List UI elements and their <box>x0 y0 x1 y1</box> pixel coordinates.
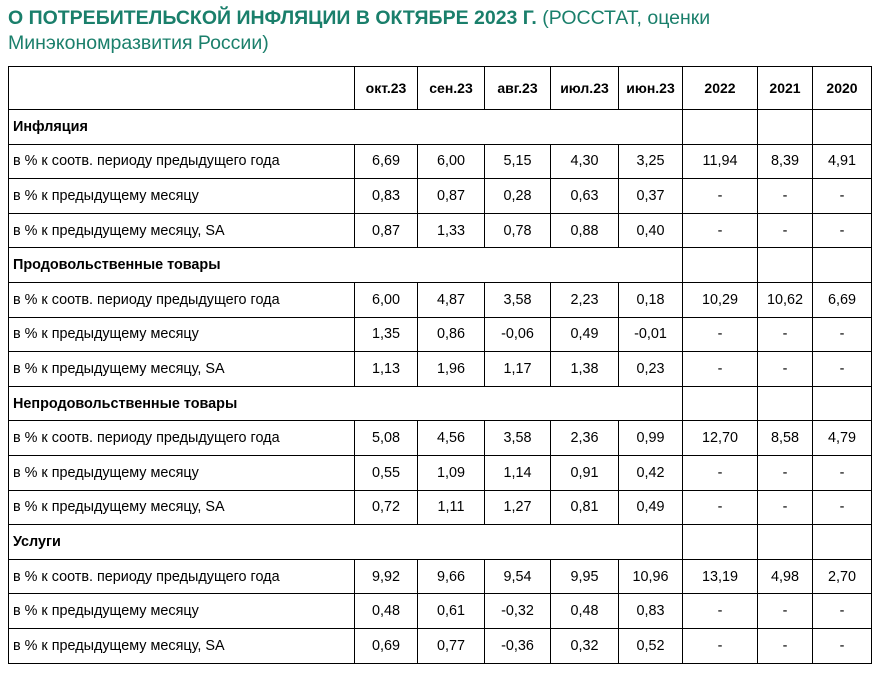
value-cell: 0,23 <box>619 352 683 387</box>
column-header: июл.23 <box>551 67 619 110</box>
empty-cell <box>485 386 551 421</box>
value-cell: - <box>813 317 872 352</box>
value-cell: 12,70 <box>683 421 758 456</box>
value-cell: 3,58 <box>485 282 551 317</box>
value-cell: -0,06 <box>485 317 551 352</box>
empty-cell <box>683 110 758 145</box>
value-cell: 4,30 <box>551 144 619 179</box>
value-cell: 0,87 <box>418 179 485 214</box>
value-cell: 1,13 <box>355 352 418 387</box>
row-label: в % к предыдущему месяцу, SA <box>9 352 355 387</box>
empty-cell <box>355 248 418 283</box>
section-title: Инфляция <box>9 110 355 145</box>
column-header: сен.23 <box>418 67 485 110</box>
column-header: авг.23 <box>485 67 551 110</box>
value-cell: 1,35 <box>355 317 418 352</box>
row-label: в % к предыдущему месяцу <box>9 594 355 629</box>
value-cell: 4,87 <box>418 282 485 317</box>
value-cell: 0,81 <box>551 490 619 525</box>
section-row <box>9 525 872 560</box>
value-cell: 1,17 <box>485 352 551 387</box>
table-row <box>9 594 872 629</box>
row-label: в % к соотв. периоду предыдущего года <box>9 421 355 456</box>
column-header: 2022 <box>683 67 758 110</box>
value-cell: 1,11 <box>418 490 485 525</box>
value-cell: - <box>683 628 758 663</box>
header-row <box>9 67 872 110</box>
value-cell: 0,78 <box>485 213 551 248</box>
value-cell: - <box>683 179 758 214</box>
value-cell: 11,94 <box>683 144 758 179</box>
empty-cell <box>758 110 813 145</box>
value-cell: - <box>758 594 813 629</box>
column-header: июн.23 <box>619 67 683 110</box>
value-cell: -0,36 <box>485 628 551 663</box>
empty-cell <box>813 110 872 145</box>
value-cell: 2,23 <box>551 282 619 317</box>
empty-cell <box>758 386 813 421</box>
value-cell: - <box>758 455 813 490</box>
section-row <box>9 386 872 421</box>
value-cell: 8,58 <box>758 421 813 456</box>
title-source: (РОССТАТ, оценки Минэкономразвития России) <box>8 7 711 54</box>
empty-cell <box>758 525 813 560</box>
row-label: в % к соотв. периоду предыдущего года <box>9 282 355 317</box>
value-cell: 10,62 <box>758 282 813 317</box>
value-cell: 0,77 <box>418 628 485 663</box>
value-cell: 1,38 <box>551 352 619 387</box>
value-cell: 0,87 <box>355 213 418 248</box>
value-cell: 4,98 <box>758 559 813 594</box>
row-label: в % к предыдущему месяцу <box>9 317 355 352</box>
empty-cell <box>418 386 485 421</box>
row-label: в % к соотв. периоду предыдущего года <box>9 559 355 594</box>
empty-cell <box>418 248 485 283</box>
value-cell: 4,56 <box>418 421 485 456</box>
value-cell: -0,32 <box>485 594 551 629</box>
section-row <box>9 110 872 145</box>
value-cell: - <box>758 179 813 214</box>
empty-cell <box>758 248 813 283</box>
value-cell: 1,96 <box>418 352 485 387</box>
value-cell: 6,69 <box>813 282 872 317</box>
value-cell: 0,83 <box>619 594 683 629</box>
value-cell: 0,69 <box>355 628 418 663</box>
page-title <box>8 6 878 56</box>
value-cell: 0,52 <box>619 628 683 663</box>
value-cell: 9,95 <box>551 559 619 594</box>
value-cell: 8,39 <box>758 144 813 179</box>
row-label: в % к предыдущему месяцу, SA <box>9 213 355 248</box>
section-row <box>9 248 872 283</box>
empty-cell <box>619 525 683 560</box>
value-cell: 9,92 <box>355 559 418 594</box>
value-cell: 6,00 <box>418 144 485 179</box>
value-cell: 1,14 <box>485 455 551 490</box>
empty-cell <box>683 386 758 421</box>
empty-cell <box>485 248 551 283</box>
value-cell: - <box>813 179 872 214</box>
empty-cell <box>551 248 619 283</box>
table-row <box>9 490 872 525</box>
value-cell: 5,08 <box>355 421 418 456</box>
value-cell: 13,19 <box>683 559 758 594</box>
value-cell: 0,28 <box>485 179 551 214</box>
column-header: 2021 <box>758 67 813 110</box>
table-row <box>9 179 872 214</box>
value-cell: 0,49 <box>619 490 683 525</box>
value-cell: 0,91 <box>551 455 619 490</box>
value-cell: -0,01 <box>619 317 683 352</box>
table-row <box>9 628 872 663</box>
empty-cell <box>355 110 418 145</box>
value-cell: - <box>813 352 872 387</box>
value-cell: 1,09 <box>418 455 485 490</box>
value-cell: 6,69 <box>355 144 418 179</box>
table-row <box>9 213 872 248</box>
value-cell: 3,25 <box>619 144 683 179</box>
value-cell: 0,49 <box>551 317 619 352</box>
value-cell: 10,96 <box>619 559 683 594</box>
value-cell: 0,18 <box>619 282 683 317</box>
column-header: окт.23 <box>355 67 418 110</box>
empty-cell <box>683 248 758 283</box>
empty-cell <box>355 386 418 421</box>
value-cell: 0,99 <box>619 421 683 456</box>
value-cell: 0,61 <box>418 594 485 629</box>
section-title: Продовольственные товары <box>9 248 355 283</box>
title-main: О ПОТРЕБИТЕЛЬСКОЙ ИНФЛЯЦИИ В ОКТЯБРЕ 2023 Г. <box>8 7 537 29</box>
empty-cell <box>485 110 551 145</box>
row-label: в % к предыдущему месяцу, SA <box>9 628 355 663</box>
value-cell: - <box>813 490 872 525</box>
value-cell: 9,66 <box>418 559 485 594</box>
value-cell: 2,36 <box>551 421 619 456</box>
column-header: 2020 <box>813 67 872 110</box>
value-cell: - <box>683 594 758 629</box>
empty-cell <box>355 525 418 560</box>
empty-cell <box>813 525 872 560</box>
value-cell: 4,91 <box>813 144 872 179</box>
value-cell: - <box>683 455 758 490</box>
value-cell: 0,86 <box>418 317 485 352</box>
value-cell: - <box>758 490 813 525</box>
value-cell: 6,00 <box>355 282 418 317</box>
table-row <box>9 559 872 594</box>
empty-cell <box>683 525 758 560</box>
value-cell: 0,55 <box>355 455 418 490</box>
table-row <box>9 282 872 317</box>
value-cell: 0,83 <box>355 179 418 214</box>
value-cell: 0,40 <box>619 213 683 248</box>
table-row <box>9 455 872 490</box>
value-cell: 0,63 <box>551 179 619 214</box>
value-cell: - <box>758 352 813 387</box>
empty-cell <box>619 248 683 283</box>
row-label: в % к соотв. периоду предыдущего года <box>9 144 355 179</box>
value-cell: - <box>813 594 872 629</box>
value-cell: 0,42 <box>619 455 683 490</box>
value-cell: 0,32 <box>551 628 619 663</box>
value-cell: 1,27 <box>485 490 551 525</box>
value-cell: - <box>758 213 813 248</box>
value-cell: 0,48 <box>355 594 418 629</box>
value-cell: - <box>683 317 758 352</box>
empty-cell <box>813 248 872 283</box>
table-row <box>9 421 872 456</box>
section-title: Услуги <box>9 525 355 560</box>
empty-cell <box>813 386 872 421</box>
value-cell: 3,58 <box>485 421 551 456</box>
table-row <box>9 317 872 352</box>
section-title: Непродовольственные товары <box>9 386 355 421</box>
empty-cell <box>551 386 619 421</box>
value-cell: - <box>683 352 758 387</box>
empty-cell <box>619 386 683 421</box>
value-cell: 0,37 <box>619 179 683 214</box>
value-cell: 0,88 <box>551 213 619 248</box>
empty-cell <box>551 110 619 145</box>
row-label: в % к предыдущему месяцу <box>9 179 355 214</box>
value-cell: - <box>813 213 872 248</box>
value-cell: - <box>758 317 813 352</box>
value-cell: - <box>683 213 758 248</box>
value-cell: 1,33 <box>418 213 485 248</box>
value-cell: - <box>758 628 813 663</box>
row-label: в % к предыдущему месяцу <box>9 455 355 490</box>
empty-cell <box>485 525 551 560</box>
empty-cell <box>619 110 683 145</box>
value-cell: 0,72 <box>355 490 418 525</box>
value-cell: 5,15 <box>485 144 551 179</box>
empty-cell <box>418 525 485 560</box>
value-cell: 0,48 <box>551 594 619 629</box>
value-cell: 4,79 <box>813 421 872 456</box>
inflation-table <box>8 66 872 664</box>
empty-cell <box>551 525 619 560</box>
row-label: в % к предыдущему месяцу, SA <box>9 490 355 525</box>
empty-cell <box>418 110 485 145</box>
header-corner <box>9 67 355 110</box>
value-cell: - <box>683 490 758 525</box>
value-cell: 9,54 <box>485 559 551 594</box>
value-cell: - <box>813 628 872 663</box>
value-cell: - <box>813 455 872 490</box>
table-row <box>9 144 872 179</box>
table-row <box>9 352 872 387</box>
value-cell: 2,70 <box>813 559 872 594</box>
value-cell: 10,29 <box>683 282 758 317</box>
